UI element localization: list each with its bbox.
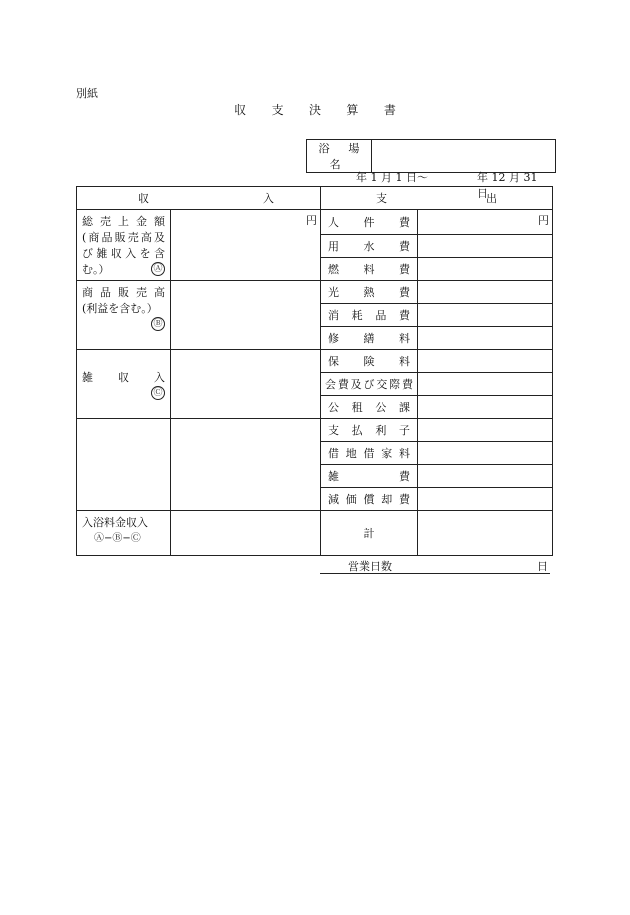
merch-sales-label: 商 品 販 売 高 (利益を含む。） Ⓑ xyxy=(77,281,171,350)
expense-total-amount[interactable] xyxy=(418,511,553,556)
expense-total-label: 計 xyxy=(321,511,418,556)
misc-income-label: 雑 収 入 Ⓒ xyxy=(77,350,171,419)
expense-item-amount[interactable]: 円 xyxy=(418,210,553,235)
mark-b: Ⓑ xyxy=(151,317,165,331)
document-title: 収 支 決 算 書 xyxy=(234,103,407,117)
expense-item-amount[interactable] xyxy=(418,350,553,373)
expense-item-label: 減価償却費 xyxy=(321,488,418,511)
bath-name-label: 浴 場 名 xyxy=(307,140,372,173)
expense-header: 支 出 xyxy=(321,187,553,210)
expense-item-label: 公租公課 xyxy=(321,396,418,419)
expense-item-label: 会費及び交際費 xyxy=(321,373,418,396)
expense-item-amount[interactable] xyxy=(418,419,553,442)
blank-income-amount[interactable] xyxy=(171,419,321,511)
settlement-table xyxy=(76,186,553,556)
bath-fee-income-amount[interactable] xyxy=(171,511,321,556)
expense-item-label: 保険料 xyxy=(321,350,418,373)
expense-item-label: 人件費 xyxy=(321,210,418,235)
bath-name-box xyxy=(306,139,556,173)
mark-a: Ⓐ xyxy=(151,262,165,276)
attachment-tag: 別紙 xyxy=(76,87,98,100)
table-header-row xyxy=(77,187,553,210)
gross-sales-label: 総 売 上 金 額 (商品販売高及 び雑収入を含 む。） Ⓐ xyxy=(77,210,171,281)
bath-fee-formula: Ⓐ−Ⓑ−Ⓒ xyxy=(94,533,141,544)
expense-item-amount[interactable] xyxy=(418,396,553,419)
expense-item-label: 燃料費 xyxy=(321,258,418,281)
bath-name-field[interactable] xyxy=(372,140,556,173)
business-days-label: 営業日数 xyxy=(348,560,392,573)
period-end: 年 12 月 31 日 xyxy=(477,171,538,200)
mark-c: Ⓒ xyxy=(151,386,165,400)
merch-sales-amount[interactable] xyxy=(171,281,321,350)
expense-item-label: 消耗品費 xyxy=(321,304,418,327)
expense-item-amount[interactable] xyxy=(418,442,553,465)
expense-item-amount[interactable] xyxy=(418,488,553,511)
blank-income-label xyxy=(77,419,171,511)
expense-item-label: 用水費 xyxy=(321,235,418,258)
expense-item-label: 光熱費 xyxy=(321,281,418,304)
period-start: 年 1 月 1 日〜 xyxy=(356,171,428,184)
expense-item-amount[interactable] xyxy=(418,373,553,396)
expense-item-amount[interactable] xyxy=(418,327,553,350)
expense-item-label: 修繕料 xyxy=(321,327,418,350)
expense-item-amount[interactable] xyxy=(418,465,553,488)
expense-item-label: 支払利子 xyxy=(321,419,418,442)
business-days xyxy=(320,558,550,574)
misc-income-amount[interactable] xyxy=(171,350,321,419)
income-header: 収 入 xyxy=(77,187,321,210)
expense-item-amount[interactable] xyxy=(418,281,553,304)
business-days-unit: 日 xyxy=(537,560,548,573)
expense-item-amount[interactable] xyxy=(418,258,553,281)
bath-fee-income-label: 入浴料金収入 Ⓐ−Ⓑ−Ⓒ xyxy=(77,511,171,556)
expense-item-amount[interactable] xyxy=(418,304,553,327)
expense-item-amount[interactable] xyxy=(418,235,553,258)
expense-item-label: 雑費 xyxy=(321,465,418,488)
expense-item-label: 借地借家料 xyxy=(321,442,418,465)
gross-sales-amount[interactable]: 円 xyxy=(171,210,321,281)
